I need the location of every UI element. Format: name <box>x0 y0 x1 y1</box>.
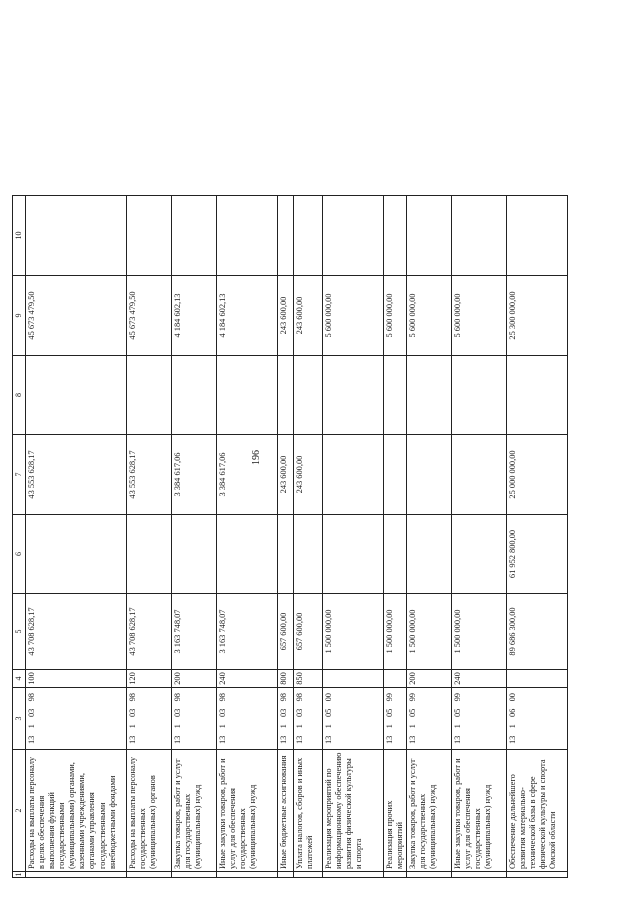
code-group <box>408 690 418 747</box>
code-part: 98 <box>295 693 304 702</box>
code-part: 98 <box>27 693 36 702</box>
item-name-cell: Иные закупки товаров, работ и услуг для обеспечения государственных (муниципальных) нужд <box>217 750 278 872</box>
row-marker-cell <box>172 872 217 878</box>
amount-cell-c9: 243 600,00 <box>294 276 323 356</box>
amount-cell-c5: 1 500 000,00 <box>323 594 384 670</box>
amount-cell-c9: 5 600 000,00 <box>452 276 507 356</box>
amount-cell-c10 <box>384 196 407 276</box>
code-group <box>27 690 37 747</box>
amount-cell-c9: 243 600,00 <box>278 276 294 356</box>
code-part: 03 <box>173 708 182 717</box>
amount-cell-c9: 5 600 000,00 <box>323 276 384 356</box>
amount-cell-c7: 243 600,00 <box>278 435 294 515</box>
code-part: 1 <box>218 724 227 729</box>
code-group <box>218 690 228 747</box>
amount-cell-c10 <box>452 196 507 276</box>
code-part: 1 <box>173 724 182 729</box>
row-marker-cell <box>452 872 507 878</box>
amount-cell-c10 <box>217 196 278 276</box>
amount-cell-c9: 4 184 602,13 <box>217 276 278 356</box>
amount-cell-c10 <box>26 196 127 276</box>
code-group <box>128 690 138 747</box>
amount-cell-c6 <box>407 515 452 594</box>
amount-cell-c7 <box>407 435 452 515</box>
amount-cell-c8 <box>407 356 452 435</box>
expense-type-cell: 200 <box>172 670 217 688</box>
table-row <box>323 196 384 878</box>
classification-code-cell <box>407 688 452 750</box>
code-part: 05 <box>408 708 418 717</box>
code-group <box>508 690 518 747</box>
row-marker-cell <box>217 872 278 878</box>
item-name-cell: Обеспечение дальнейшего развития материально-технической базы в сфере физической культуры и спорта Омской области <box>507 750 568 872</box>
amount-cell-c9: 5 600 000,00 <box>407 276 452 356</box>
expense-type-cell: 120 <box>127 670 172 688</box>
code-group <box>453 690 463 747</box>
header-cell: 8 <box>13 356 26 435</box>
code-part: 98 <box>279 693 288 702</box>
code-part: 1 <box>408 724 418 729</box>
code-group <box>173 690 183 747</box>
row-marker-cell <box>323 872 384 878</box>
amount-cell-c10 <box>172 196 217 276</box>
code-part: 03 <box>27 708 36 717</box>
amount-cell-c6 <box>294 515 323 594</box>
expense-type-cell <box>323 670 384 688</box>
amount-cell-c5: 657 600,00 <box>294 594 323 670</box>
code-part: 99 <box>408 693 418 702</box>
row-marker-cell <box>26 872 127 878</box>
classification-code-cell <box>127 688 172 750</box>
amount-cell-c8 <box>452 356 507 435</box>
code-part: 1 <box>128 724 137 729</box>
amount-cell-c8 <box>294 356 323 435</box>
amount-cell-c5: 43 708 628,17 <box>127 594 172 670</box>
amount-cell-c8 <box>384 356 407 435</box>
classification-code-cell <box>384 688 407 750</box>
amount-cell-c9: 4 184 602,13 <box>172 276 217 356</box>
code-part: 13 <box>27 735 36 744</box>
amount-cell-c7 <box>323 435 384 515</box>
amount-cell-c6: 61 952 800,00 <box>507 515 568 594</box>
code-group <box>324 690 334 747</box>
code-part: 98 <box>173 693 182 702</box>
amount-cell-c10 <box>323 196 384 276</box>
code-part: 13 <box>295 735 304 744</box>
code-part: 06 <box>508 708 518 717</box>
amount-cell-c10 <box>407 196 452 276</box>
amount-cell-c8 <box>172 356 217 435</box>
budget-table <box>12 195 568 878</box>
classification-code-cell <box>452 688 507 750</box>
expense-type-cell: 100 <box>26 670 127 688</box>
header-cell: 2 <box>13 750 26 872</box>
header-cell: 7 <box>13 435 26 515</box>
code-part: 13 <box>128 735 137 744</box>
expense-type-cell: 200 <box>407 670 452 688</box>
row-marker-cell <box>294 872 323 878</box>
code-part: 1 <box>279 724 288 729</box>
code-part: 1 <box>27 724 36 729</box>
table-row <box>26 196 127 878</box>
header-cell: 4 <box>13 670 26 688</box>
code-part: 99 <box>385 693 394 702</box>
row-marker-cell <box>507 872 568 878</box>
amount-cell-c7 <box>384 435 407 515</box>
amount-cell-c7: 3 384 617,06 <box>172 435 217 515</box>
code-part: 13 <box>453 735 463 744</box>
header-cell: 6 <box>13 515 26 594</box>
expense-type-cell: 850 <box>294 670 323 688</box>
item-name-cell: Расходы на выплаты персоналу в целях обеспечения выполнения функций государственными (муниципальными) органами, казенными учреждениями, органами управления государственными внебюджетными фондами <box>26 750 127 872</box>
header-cell: 5 <box>13 594 26 670</box>
table-row <box>172 196 217 878</box>
amount-cell-c8 <box>127 356 172 435</box>
code-part: 1 <box>508 724 518 729</box>
amount-cell-c10 <box>127 196 172 276</box>
item-name-cell: Реализация мероприятий по информационному обеспечению развития физической культуры и спорта <box>323 750 384 872</box>
code-part: 1 <box>385 724 394 729</box>
code-group <box>295 690 305 747</box>
amount-cell-c6 <box>26 515 127 594</box>
amount-cell-c5: 3 163 748,07 <box>172 594 217 670</box>
amount-cell-c5: 1 500 000,00 <box>384 594 407 670</box>
classification-code-cell <box>278 688 294 750</box>
amount-cell-c6 <box>278 515 294 594</box>
amount-cell-c6 <box>452 515 507 594</box>
code-part: 13 <box>218 735 227 744</box>
amount-cell-c8 <box>278 356 294 435</box>
code-part: 03 <box>295 708 304 717</box>
code-part: 05 <box>385 708 394 717</box>
item-name-cell: Иные закупки товаров, работ и услуг для обеспечения государственных (муниципальных) нужд <box>452 750 507 872</box>
code-group <box>385 690 395 747</box>
classification-code-cell <box>217 688 278 750</box>
code-group <box>279 690 289 747</box>
code-part: 13 <box>508 735 518 744</box>
table-row <box>294 196 323 878</box>
page-number: 196 <box>251 450 262 465</box>
expense-type-cell <box>507 670 568 688</box>
code-part: 00 <box>508 693 518 702</box>
code-part: 00 <box>324 693 333 702</box>
code-part: 13 <box>279 735 288 744</box>
classification-code-cell <box>172 688 217 750</box>
amount-cell-c7 <box>452 435 507 515</box>
row-marker-cell <box>278 872 294 878</box>
amount-cell-c7: 43 553 628,17 <box>26 435 127 515</box>
header-cell: 9 <box>13 276 26 356</box>
amount-cell-c7: 25 000 000,00 <box>507 435 568 515</box>
amount-cell-c6 <box>217 515 278 594</box>
expense-type-cell: 240 <box>217 670 278 688</box>
code-part: 13 <box>173 735 182 744</box>
table-row <box>278 196 294 878</box>
amount-cell-c9: 5 600 000,00 <box>384 276 407 356</box>
amount-cell-c9: 25 300 000,00 <box>507 276 568 356</box>
amount-cell-c10 <box>507 196 568 276</box>
classification-code-cell <box>26 688 127 750</box>
code-part: 13 <box>385 735 394 744</box>
amount-cell-c6 <box>172 515 217 594</box>
code-part: 03 <box>128 708 137 717</box>
row-marker-cell <box>407 872 452 878</box>
classification-code-cell <box>294 688 323 750</box>
header-cell: 3 <box>13 688 26 750</box>
item-name-cell: Иные бюджетные ассигнования <box>278 750 294 872</box>
amount-cell-c5: 657 600,00 <box>278 594 294 670</box>
code-part: 1 <box>453 724 463 729</box>
amount-cell-c5: 43 708 628,17 <box>26 594 127 670</box>
amount-cell-c8 <box>26 356 127 435</box>
code-part: 1 <box>295 724 304 729</box>
row-marker-cell <box>384 872 407 878</box>
item-name-cell: Закупка товаров, работ и услуг для государственных (муниципальных) нужд <box>172 750 217 872</box>
classification-code-cell <box>323 688 384 750</box>
amount-cell-c7: 243 600,00 <box>294 435 323 515</box>
table-row <box>507 196 568 878</box>
code-part: 05 <box>453 708 463 717</box>
table-row <box>127 196 172 878</box>
table-row <box>407 196 452 878</box>
amount-cell-c8 <box>507 356 568 435</box>
header-cell: 10 <box>13 196 26 276</box>
amount-cell-c7: 43 553 628,17 <box>127 435 172 515</box>
code-part: 03 <box>279 708 288 717</box>
amount-cell-c9: 45 673 479,50 <box>26 276 127 356</box>
header-cell: 1 <box>13 872 26 878</box>
classification-code-cell <box>507 688 568 750</box>
code-part: 98 <box>218 693 227 702</box>
code-part: 99 <box>453 693 463 702</box>
amount-cell-c5: 1 500 000,00 <box>452 594 507 670</box>
row-marker-cell <box>127 872 172 878</box>
amount-cell-c5: 1 500 000,00 <box>407 594 452 670</box>
item-name-cell: Расходы на выплаты персоналу государственных (муниципальных) органов <box>127 750 172 872</box>
expense-type-cell: 800 <box>278 670 294 688</box>
expense-type-cell <box>384 670 407 688</box>
item-name-cell: Реализация прочих мероприятий <box>384 750 407 872</box>
amount-cell-c5: 3 163 748,07 <box>217 594 278 670</box>
amount-cell-c6 <box>384 515 407 594</box>
code-part: 98 <box>128 693 137 702</box>
item-name-cell: Уплата налогов, сборов и иных платежей <box>294 750 323 872</box>
table-row <box>217 196 278 878</box>
expense-type-cell: 240 <box>452 670 507 688</box>
amount-cell-c5: 89 686 300,00 <box>507 594 568 670</box>
code-part: 13 <box>408 735 418 744</box>
code-part: 05 <box>324 708 333 717</box>
table-row <box>384 196 407 878</box>
amount-cell-c9: 45 673 479,50 <box>127 276 172 356</box>
table-row <box>452 196 507 878</box>
code-part: 13 <box>324 735 333 744</box>
item-name-cell: Закупка товаров, работ и услуг для государственных (муниципальных) нужд <box>407 750 452 872</box>
amount-cell-c10 <box>294 196 323 276</box>
amount-cell-c7: 3 384 617,06 <box>217 435 278 515</box>
code-part: 03 <box>218 708 227 717</box>
amount-cell-c10 <box>278 196 294 276</box>
amount-cell-c6 <box>323 515 384 594</box>
amount-cell-c8 <box>217 356 278 435</box>
code-part: 1 <box>324 724 333 729</box>
amount-cell-c6 <box>127 515 172 594</box>
table-header-row <box>13 196 26 878</box>
amount-cell-c8 <box>323 356 384 435</box>
